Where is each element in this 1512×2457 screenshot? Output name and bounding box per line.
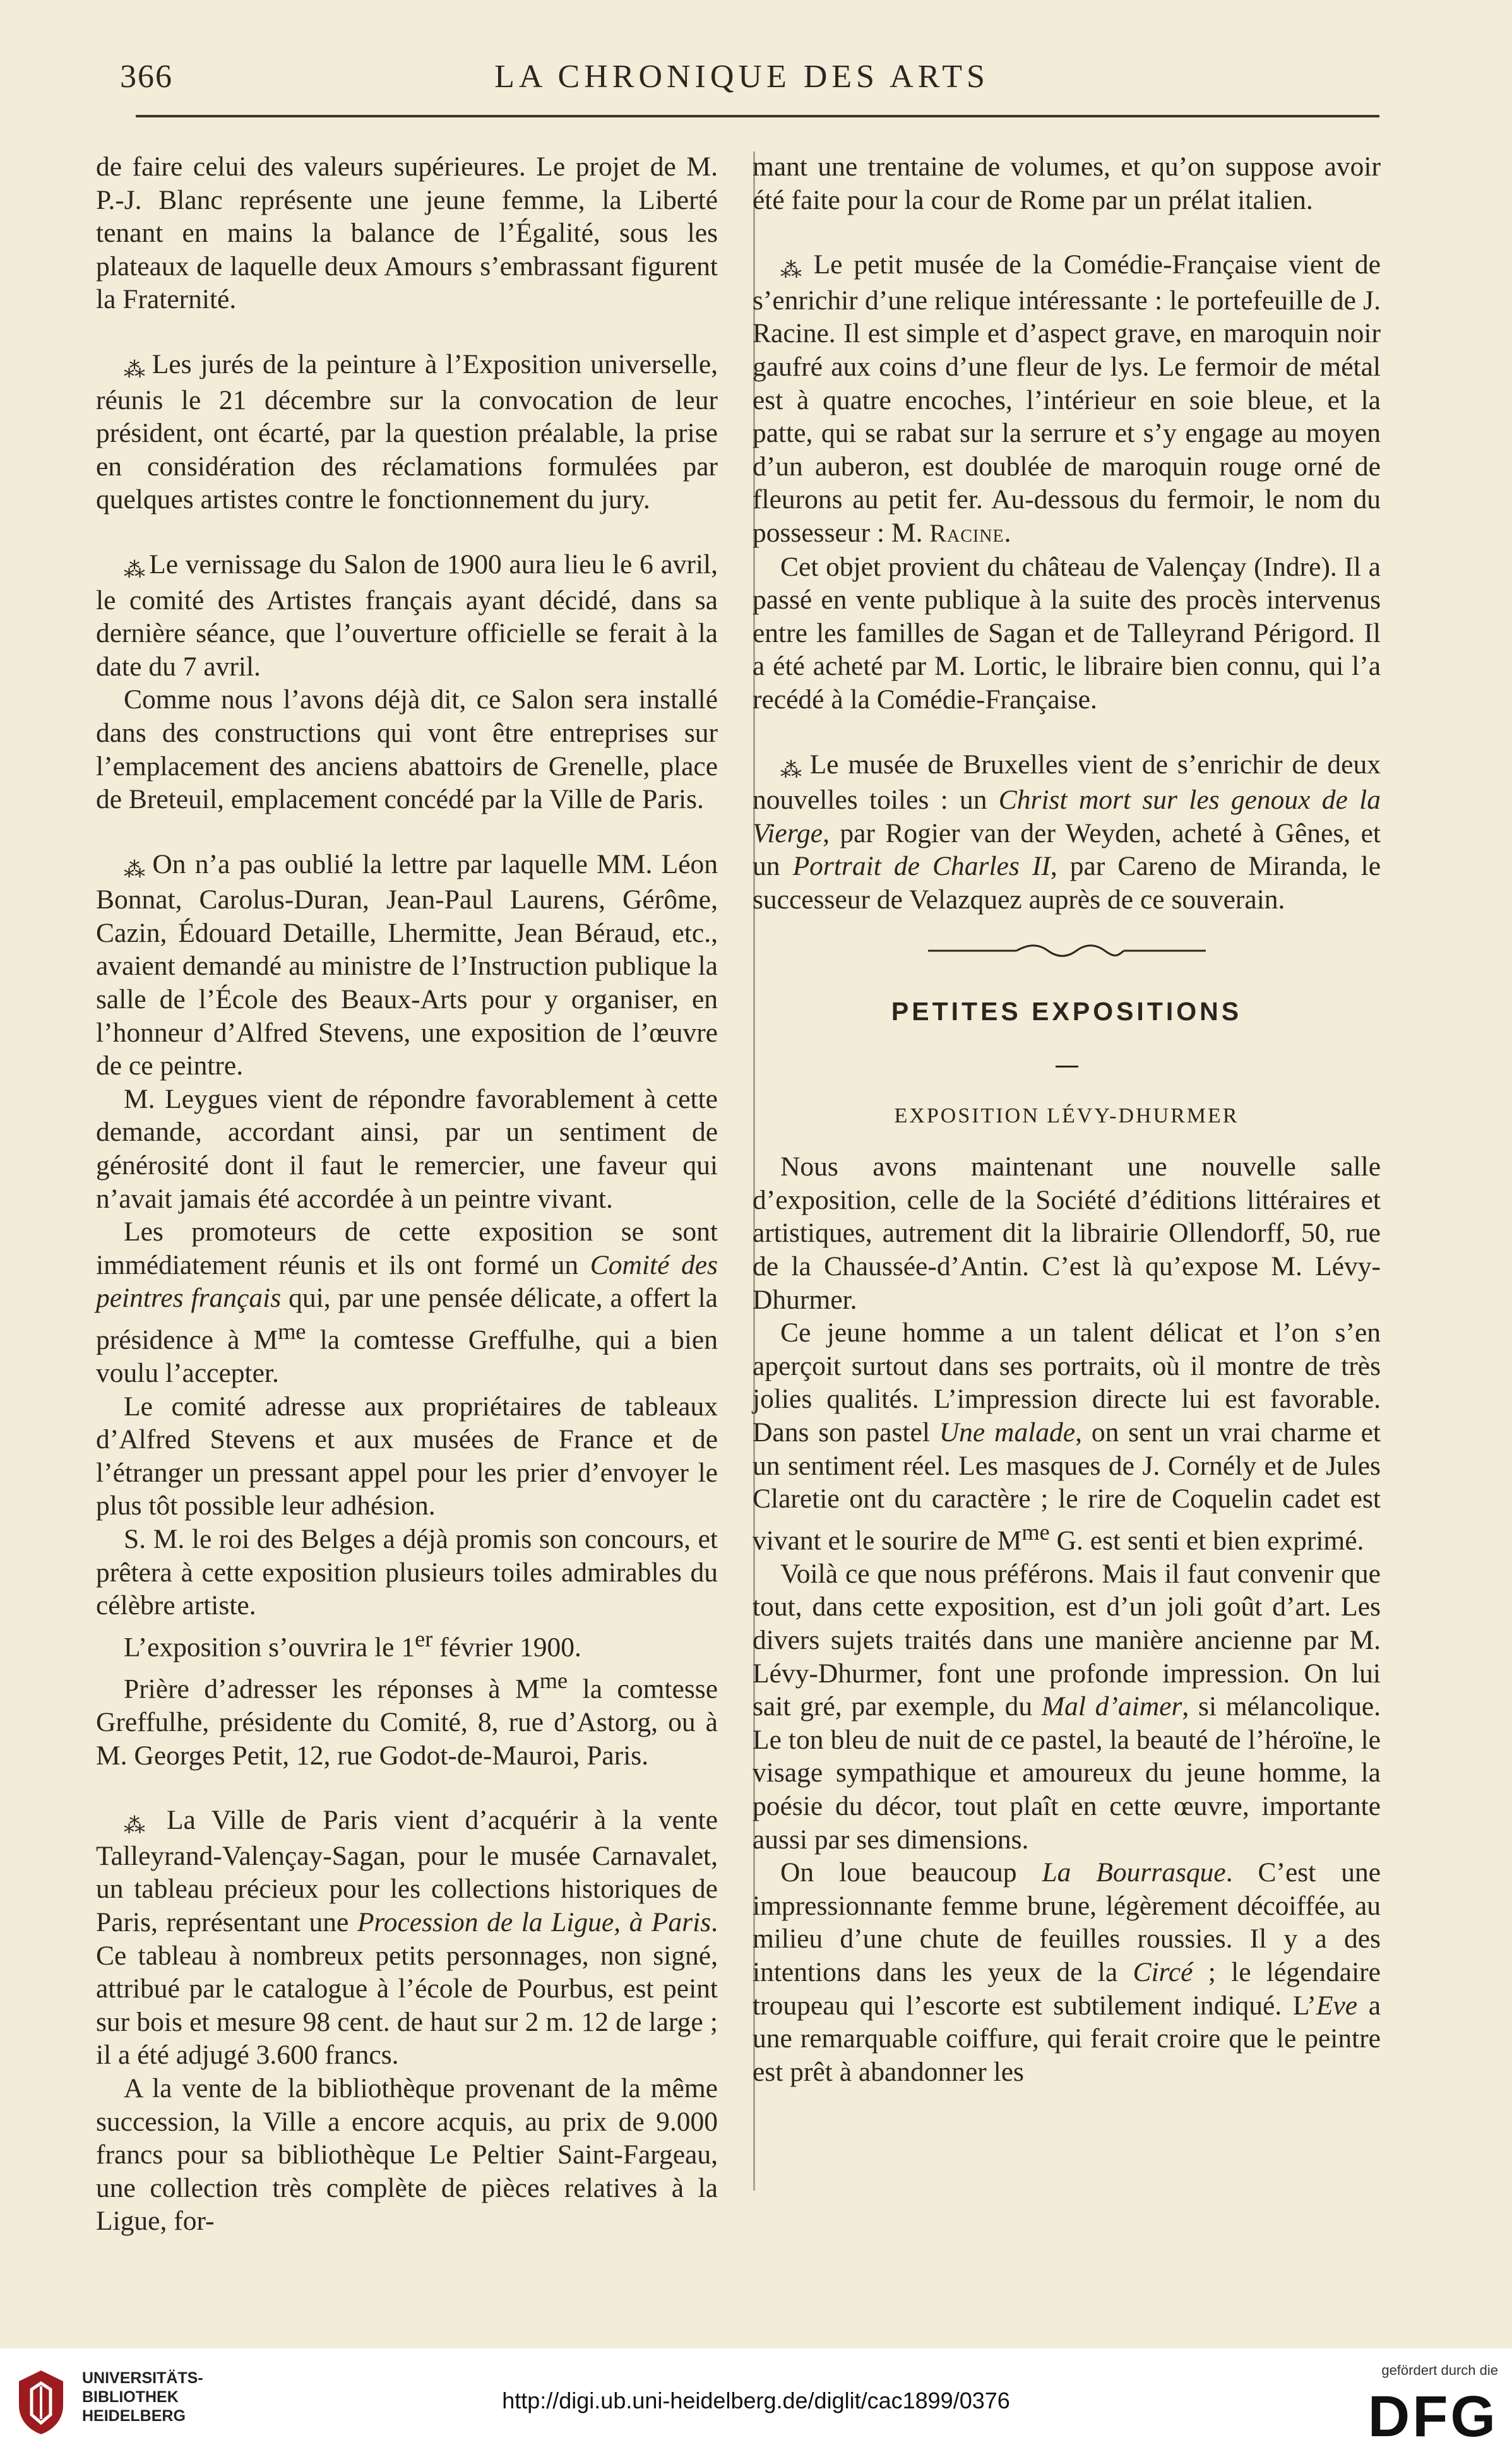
digitization-footer (0, 2348, 1512, 2457)
section-title: PETITES EXPOSITIONS (891, 997, 1242, 1026)
text-run: , par Rogier van der Weyden, acheté à Gênes, et un (753, 818, 1381, 882)
text-run: la comtesse Greffulhe, qui a bien voulu l’accepter. (96, 1324, 718, 1389)
right-column-review (753, 1150, 1381, 2088)
page-header (95, 58, 1389, 109)
paragraph (753, 150, 1381, 217)
italic-title: La Bourrasque (1042, 1857, 1226, 1888)
text-run: me (539, 1667, 568, 1693)
text-run: me (278, 1319, 306, 1344)
text-run: de faire celui des valeurs supérieures. Le projet de M. P.-J. Blanc représente une jeune femme, la Liberté tenant en mains la balance de l’Égalité, sous les plateaux de laquelle deux Amours s’embrassant figurent la Fraternité. (96, 152, 718, 315)
text-run: Les jurés de la peinture à l’Exposition universelle, réunis le 21 décembre sur la convocation de leur président, ont écarté, par la question préalable, la prise en considération des réclamations formulées par quelques artistes contre le fonctionnement du jury. (96, 348, 718, 515)
dfg-logo: DFG (1367, 2384, 1498, 2449)
text-run: On n’a pas oublié la lettre par laquelle MM. Léon Bonnat, Carolus-Duran, Jean-Paul Laurens, Gérôme, Cazin, Édouard Detaille, Lhermitte, Jean Béraud, etc., avaient demandé au ministre de l’Instruction publique la salle de l’École des Beaux-Arts pour y organiser, en l’honneur d’Alfred Stevens, une exposition de l’œuvre de ce peintre. (96, 848, 718, 1081)
asterism-icon: ⁂ (780, 758, 810, 782)
text-run: . Ce tableau à nombreux petits personnages, non signé, attribué par le catalogue à l’école de Pourbus, est peint sur bois et mesure 98 cent. de haut sur 2 m. 12 de large ; il a été adjugé 3.600 francs. (96, 1907, 718, 2071)
paragraph (96, 1390, 718, 1523)
paragraph (96, 1523, 718, 1622)
text-run: Ce jeune homme a un talent délicat et l’on s’en aperçoit surtout dans ses portraits, où il montre de très jolies qualités. L’impression directe lui est favorable. Dans son pastel (753, 1318, 1381, 1448)
paragraph (753, 1557, 1381, 1856)
text-run: L’exposition s’ouvrira le 1 (124, 1632, 415, 1663)
journal-title: LA CHRONIQUE DES ARTS (494, 59, 989, 95)
asterism-icon: ⁂ (124, 558, 150, 582)
text-run: Racine (929, 518, 1004, 547)
text-run: qui, par une pensée délicate, a offert la présidence à M (96, 1283, 718, 1355)
italic-title: Christ mort sur les genoux de la Vierge (753, 785, 1381, 848)
university-line-1: UNIVERSITÄTS- (82, 2369, 203, 2387)
italic-title: Procession de la Ligue, à Paris (357, 1907, 711, 1937)
paragraph (96, 348, 718, 516)
text-run: , si mélancolique. Le ton bleu de nuit de ce pastel, la beauté de l’héroïne, le visage sympathique et amoureux du jeune homme, la poésie du décor, tout plaît en cette œuvre, importante aussi par ses dimensions. (753, 1691, 1381, 1855)
paragraph (96, 1664, 718, 1772)
text-run: me (1021, 1519, 1050, 1545)
paragraph (96, 848, 718, 1083)
italic-title: Une malade (939, 1417, 1076, 1448)
header-rule (136, 115, 1379, 117)
italic-title: Eve (1316, 1990, 1358, 2021)
ornament-divider (928, 941, 1206, 960)
italic-title: Mal d’aimer (1041, 1691, 1182, 1722)
italic-title: Portrait de Charles II (792, 851, 1051, 882)
text-run: La Ville de Paris vient d’acquérir à la vente Talleyrand-Valençay-Sagan, pour le musée Carnavalet, un tableau précieux pour les collections historiques de Paris, représentant une (96, 1805, 718, 1937)
subsection-title: EXPOSITION LÉVY-DHURMER (894, 1104, 1239, 1127)
text-run: Cet objet provient du château de Valençay (Indre). Il a passé en vente publique à la suite des procès intervenus entre les familles de Sagan et de Talleyrand Périgord. Il a été acheté par M. Lortic, le libraire bien connu, qui l’a recédé à la Comédie-Française. (753, 551, 1381, 715)
text-run: mant une trentaine de volumes, et qu’on suppose avoir été faite pour la cour de Rome par un prélat italien. (753, 152, 1381, 215)
text-run: Le musée de Bruxelles vient de s’enrichir de deux nouvelles toiles : un (753, 749, 1381, 816)
asterism-icon: ⁂ (124, 358, 152, 382)
italic-title: Circé (1133, 1957, 1193, 1987)
asterism-icon: ⁂ (124, 1814, 167, 1838)
paragraph (753, 248, 1381, 550)
text-run: er (415, 1626, 433, 1651)
text-run: Comme nous l’avons déjà dit, ce Salon sera installé dans des constructions qui vont être entreprises sur l’emplacement des anciens abattoirs de Grenelle, place de Breteuil, emplacement concédé par la Ville de Paris. (96, 684, 718, 815)
text-run: Le vernissage du Salon de 1900 aura lieu le 6 avril, le comité des Artistes français ayant décidé, dans sa dernière séance, que l’ouverture officielle se ferait à la date du 7 avril. (96, 549, 718, 682)
permalink-url[interactable]: http://digi.ub.uni-heidelberg.de/diglit/cac1899/0376 (502, 2388, 1010, 2413)
section-dash (753, 1047, 1381, 1081)
paragraph (96, 683, 718, 816)
university-line-3: HEIDELBERG (82, 2407, 186, 2425)
university-line-2: BIBLIOTHEK (82, 2388, 179, 2406)
asterism-icon: ⁂ (780, 259, 814, 283)
text-run: février 1900. (432, 1632, 581, 1663)
text-run: Les promoteurs de cette exposition se sont immédiatement réunis et ils ont formé un (96, 1217, 718, 1280)
text-run: Prière d’adresser les réponses à M (124, 1674, 540, 1704)
text-run: A la vente de la bibliothèque provenant de la même succession, la Ville a encore acquis, au prix de 9.000 francs pour sa bibliothèque Le Peltier Saint-Fargeau, une collection très complète de pièces relatives à la Ligue, for- (96, 2073, 718, 2237)
text-run: . (1004, 517, 1011, 548)
paragraph (753, 1150, 1381, 1316)
funding-caption: gefördert durch die (1381, 2362, 1498, 2378)
paragraph (96, 1083, 718, 1215)
left-column (96, 150, 718, 2238)
right-column (753, 150, 1381, 2088)
right-column-news (753, 150, 1381, 916)
asterism-icon: ⁂ (124, 858, 153, 882)
paragraph (753, 748, 1381, 917)
text-run: , on sent un vrai charme et un sentiment réel. Les masques de J. Cornély et de Jules Claretie ont du caractère ; le rire de Coquelin cadet est vivant et le sourire de M (753, 1417, 1381, 1556)
paragraph (96, 150, 718, 316)
text-run: Le petit musée de la Comédie-Française vient de s’enrichir d’une relique intéressante : le portefeuille de J. Racine. Il est simple et d’aspect grave, en maroquin noir gaufré aux coins d’une fleur de lys. Le fermoir de métal est à quatre encoches, l’intérieur en soie bleue, et la patte, qui se rabat sur la serrure et s’y engage au moyen d’un auberon, est doublée de maroquin rouge orné de fleurons au petit fer. Au-dessous du fermoir, le nom du possesseur : M. (753, 249, 1381, 548)
text-run: Voilà ce que nous préférons. Mais il faut convenir que tout, dans cette exposition, est d’un joli goût d’art. Les divers sujets traités dans une manière ancienne par M. Lévy-Dhurmer, font une profonde impression. On lui sait gré, par exemple, du (753, 1558, 1381, 1722)
text-run: . C’est une impressionnante femme brune, légèrement décoiffée, au milieu d’une chute de feuilles roussies. Il y a des intentions dans les yeux de la (753, 1857, 1381, 1987)
paragraph (96, 2072, 718, 2238)
text-run: On loue beaucoup (780, 1857, 1042, 1888)
page-number: 366 (120, 59, 173, 95)
text-run: a une remarquable coiffure, qui ferait croire que le peintre est prêt à abandonner les (753, 1990, 1381, 2087)
paragraph (96, 1622, 718, 1664)
paragraph (96, 1215, 718, 1389)
paragraph (753, 1316, 1381, 1557)
text-run: Nous avons maintenant une nouvelle salle d’exposition, celle de la Société d’éditions littéraires et artistiques, autrement dit la librairie Ollendorff, 50, rue de la Chaussée-d’Antin. C’est là qu’expose M. Lévy-Dhurmer. (753, 1151, 1381, 1315)
text-run: S. M. le roi des Belges a déjà promis son concours, et prêtera à cette exposition plusieurs toiles admirables du célèbre artiste. (96, 1524, 718, 1621)
text-run: la comtesse Greffulhe, présidente du Comité, 8, rue d’Astorg, ou à M. Georges Petit, 12, rue Godot-de-Mauroi, Paris. (96, 1674, 718, 1771)
italic-title: Comité des peintres français (96, 1249, 718, 1314)
text-run: , par Careno de Miranda, le successeur de Velazquez auprès de ce souverain. (753, 851, 1381, 915)
paragraph (96, 1804, 718, 2072)
text-run: M. Leygues vient de répondre favorablement à cette demande, accordant ainsi, par un sentiment de générosité dont il faut le remercier, une faveur qui n’avait jamais été accordée à un peintre vivant. (96, 1083, 718, 1214)
text-run: Le comité adresse aux propriétaires de tableaux d’Alfred Stevens et aux musées de France et de l’étranger un pressant appel pour les prier d’envoyer le plus tôt possible leur adhésion. (96, 1391, 718, 1521)
text-run: ; le légendaire troupeau qui l’escorte est subtilement indiqué. L’ (753, 1957, 1381, 2021)
paragraph (753, 550, 1381, 717)
paragraph (96, 548, 718, 683)
paragraph (753, 1856, 1381, 2088)
text-run: G. est senti et bien exprimé. (1049, 1525, 1364, 1556)
